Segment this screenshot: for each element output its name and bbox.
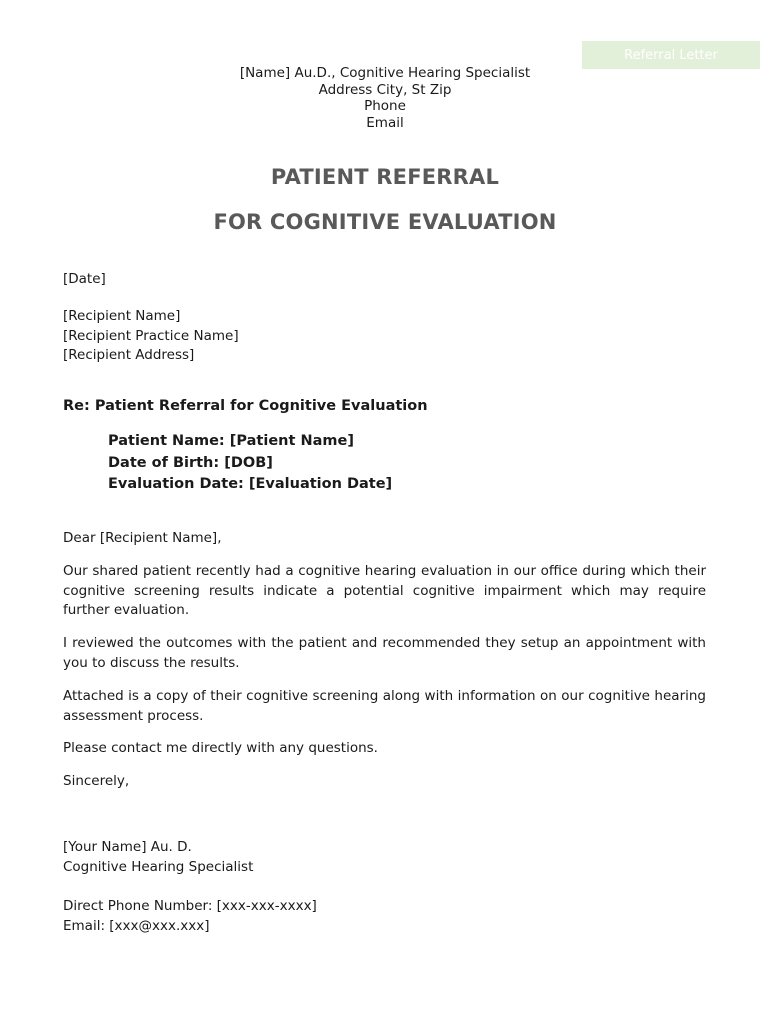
letterhead-address: Address City, St Zip	[318, 81, 452, 98]
body-paragraph-2: I reviewed the outcomes with the patient and recommended they setup an appointment with you to discuss the results.	[63, 635, 706, 671]
contact-block	[63, 897, 706, 936]
signature-title: Cognitive Hearing Specialist	[63, 858, 254, 875]
signature-name: [Your Name] Au. D.	[63, 839, 192, 855]
body-paragraph-1: Our shared patient recently had a cognitive hearing evaluation in our office during which their cognitive screening results indicate a potential cognitive impairment which may require further evaluation.	[63, 563, 706, 618]
patient-dob: Date of Birth: [DOB]	[108, 454, 273, 471]
salutation: Dear [Recipient Name],	[63, 530, 222, 546]
patient-details	[108, 431, 392, 496]
recipient-name: [Recipient Name]	[63, 308, 181, 324]
document-title-line-2: FOR COGNITIVE EVALUATION	[213, 210, 557, 234]
re-line: Re: Patient Referral for Cognitive Evaluation	[63, 398, 428, 414]
letterhead	[0, 65, 770, 132]
letterhead-email: Email	[366, 115, 404, 132]
letterhead-name: [Name] Au.D., Cognitive Hearing Specialist	[239, 65, 531, 81]
recipient-practice: [Recipient Practice Name]	[63, 327, 239, 344]
signature-block	[63, 838, 706, 877]
date-text: [Date]	[63, 271, 106, 287]
contact-email: Email: [xxx@xxx.xxx]	[63, 917, 210, 934]
document-tag-badge: Referral Letter	[582, 41, 760, 69]
body-paragraph-4: Please contact me directly with any questions.	[63, 740, 378, 756]
closing: Sincerely,	[63, 773, 130, 789]
recipient-block	[63, 307, 706, 366]
body-paragraph-3: Attached is a copy of their cognitive screening along with information on our cognitive hearing assessment process.	[63, 688, 706, 724]
contact-phone: Direct Phone Number: [xxx-xxx-xxxx]	[63, 898, 317, 914]
recipient-address: [Recipient Address]	[63, 347, 195, 363]
document-title-line-1: PATIENT REFERRAL	[270, 165, 500, 189]
patient-name: Patient Name: [Patient Name]	[108, 433, 354, 449]
letter-date	[63, 270, 706, 290]
letterhead-phone: Phone	[364, 98, 406, 115]
patient-eval-date: Evaluation Date: [Evaluation Date]	[108, 476, 393, 492]
